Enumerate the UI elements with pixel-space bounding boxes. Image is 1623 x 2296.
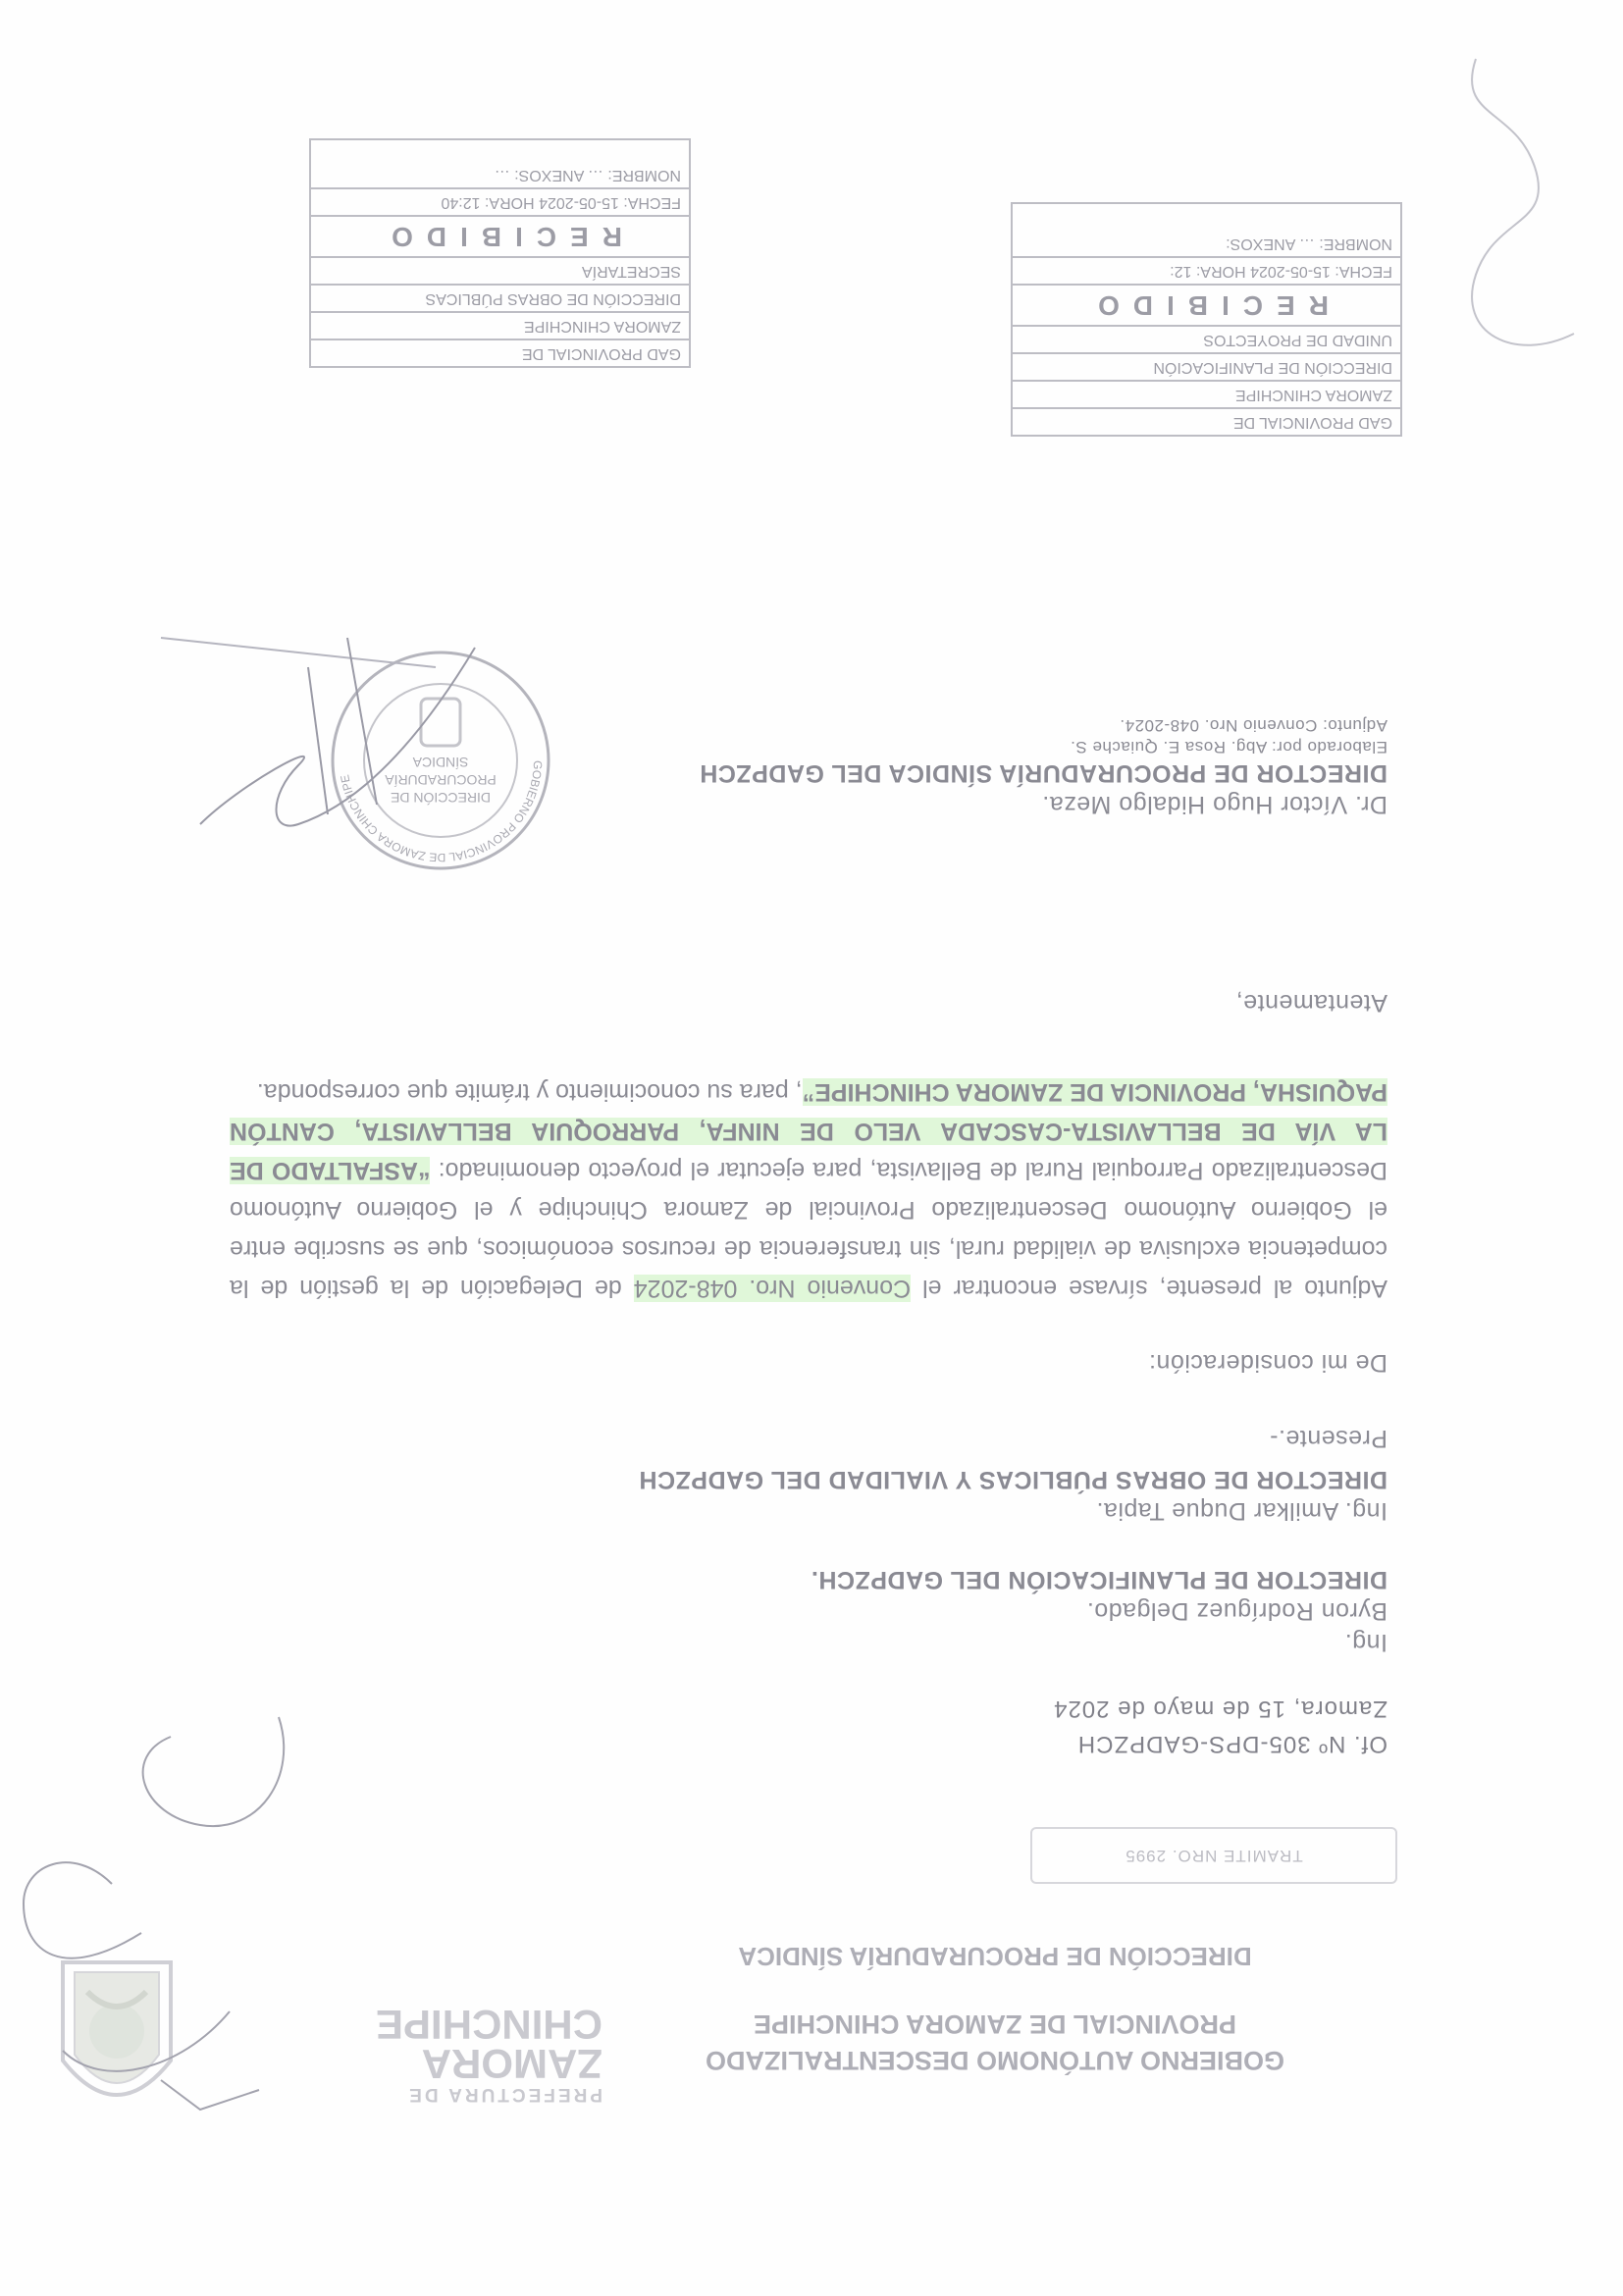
handwritten-signature-icon: [122, 618, 495, 863]
prefecture-name-1: ZAMORA: [421, 2041, 602, 2087]
oficio-header: [1053, 1691, 1387, 1761]
prepared-by: Elaborado por: Abg. Rosa E. Quiache S.: [1070, 738, 1387, 757]
received-stamp-secretaria: [309, 138, 691, 368]
greeting: De mi consideración:: [1148, 1349, 1387, 1377]
recipient-1-role: DIRECTOR DE PLANIFICACIÓN DEL GADPZCH.: [811, 1566, 1387, 1593]
stamp-1-org-4: UNIDAD DE PROYECTOS: [1013, 325, 1400, 352]
recipient-1-title: Ing.: [1344, 1629, 1387, 1656]
margin-handwriting-icon: [1437, 29, 1594, 373]
stamp-2-org-1: GAD PROVINCIAL DE: [311, 339, 689, 366]
body-text-a: Adjunto al presente, sírvase encontrar el: [911, 1275, 1387, 1302]
gov-line-2: PROVINCIAL DE ZAMORA CHINCHIPE: [753, 2009, 1237, 2039]
stamp-2-org-3: DIRECCIÓN DE OBRAS PÚBLICAS: [311, 284, 689, 311]
recipient-2-name: Ing. Amilkar Duque Tapia.: [1096, 1497, 1387, 1525]
stamp-1-nombre: NOMBRE: … ANEXOS:: [1226, 235, 1392, 252]
stamp-2-nombre: NOMBRE: … ANEXOS: …: [494, 167, 681, 183]
gov-line-3: DIRECCIÓN DE PROCURADURÍA SÍNDICA: [738, 1942, 1252, 1971]
tramite-number-box: TRAMITE NRO. 2995: [1030, 1827, 1397, 1884]
recipient-1-name: Byron Rodríguez Delgado.: [1086, 1597, 1387, 1625]
government-heading: [622, 1941, 1368, 2075]
stamp-1-recibido: RECIBIDO: [1013, 284, 1400, 325]
attachment-note: Adjunto: Convenio Nro. 048-2024.: [1119, 716, 1387, 735]
seal-inner-3: SÍNDICA: [412, 755, 469, 770]
oficio-date: Zamora, 15 de mayo de 2024: [1053, 1696, 1387, 1722]
seal-inner-1: DIRECCIÓN DE: [391, 790, 491, 806]
recipient-2-role: DIRECTOR DE OBRAS PÚBLICAS Y VIALIDAD DEL GADPZCH: [638, 1466, 1387, 1493]
seal-inner-2: PROCURADURÍA: [385, 772, 497, 788]
project-name: “ASFALTADO DE LA VÍA DE BELLAVISTA-CASCADA VELO DE NINFA, PARROQUIA BELLAVISTA, CANTÓN PAQUISHA, PROVINCIA DE ZAMORA CHINCHIPE”: [230, 1078, 1387, 1184]
convenio-reference: Convenio Nro. 048-2024: [633, 1275, 912, 1302]
stamp-1-fecha: FECHA: 15-05-2024 HORA: 12:: [1013, 256, 1400, 284]
prefecture-pre: PREFECTURA DE: [406, 2084, 602, 2105]
signer-role: DIRECTOR DE PROCURADURÍA SÍNDICA DEL GADPZCH: [699, 759, 1387, 787]
body-paragraph: [230, 1072, 1387, 1308]
prefecture-name-2: CHINCHIPE: [375, 2002, 602, 2048]
stamp-2-recibido: RECIBIDO: [311, 215, 689, 256]
oficio-number: Of. Nº 305-DPS-GADPZCH: [1076, 1731, 1387, 1757]
stamp-1-org-3: DIRECCIÓN DE PLANIFICACIÓN: [1013, 352, 1400, 380]
body-text-b: de Delegación de la gestión de la competencia exclusiva de vialidad rural, sin transferencia de recursos económicos, que se suscribe entre el Gobierno Autónomo Descentralizado Provincial de Zamora Chinchipe y el Gobierno Autónomo Descentralizado Parroquial Rural de Bellavista, para ejecutar el proyecto denominado:: [230, 1157, 1387, 1302]
stamp-2-org-2: ZAMORA CHINCHIPE: [311, 311, 689, 339]
presente: Presente.-: [1269, 1425, 1387, 1452]
closing: Atentamente,: [1235, 989, 1387, 1017]
body-text-c: , para su conocimiento y trámite que corresponda.: [256, 1078, 803, 1106]
handwritten-scribble-icon: [0, 1678, 318, 2129]
seal-outer-text: GOBIERNO PROVINCIAL DE ZAMORA CHINCHIPE: [338, 759, 546, 865]
stamp-1-org-1: GAD PROVINCIAL DE: [1013, 407, 1400, 435]
stamp-2-org-4: SECRETARÍA: [311, 256, 689, 284]
stamp-1-org-2: ZAMORA CHINCHIPE: [1013, 380, 1400, 407]
signer-name: Dr. Víctor Hugo Hidalgo Meza.: [1041, 791, 1387, 818]
gov-line-1: GOBIERNO AUTÓNOMO DESCENTRALIZADO: [706, 2046, 1284, 2075]
received-stamp-planificacion: [1011, 202, 1402, 437]
stamp-2-fecha: FECHA: 15-05-2024 HORA: 12:40: [311, 187, 689, 215]
